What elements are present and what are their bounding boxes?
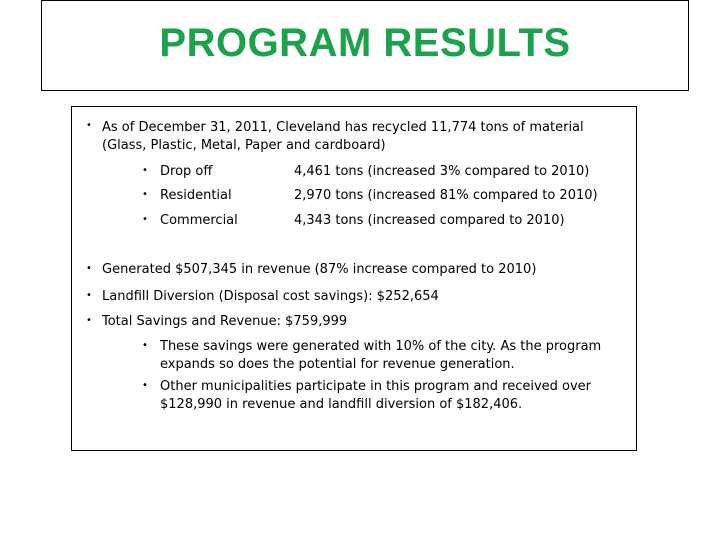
bullet-icon: • — [142, 165, 148, 176]
bullet-icon: • — [142, 214, 148, 225]
title-box — [41, 0, 689, 91]
revenue-text: Generated $507,345 in revenue (87% increase compared to 2010) — [102, 262, 537, 277]
bullet-icon: • — [86, 263, 92, 274]
intro-text: As of December 31, 2011, Cleveland has recycled 11,774 tons of material (Glass, Plastic, Metal, Paper and cardboard) — [102, 120, 584, 153]
content-box — [71, 106, 637, 451]
page-title: PROGRAM RESULTS — [159, 21, 571, 65]
note-savings: These savings were generated with 10% of the city. As the program expands so does the potential for revenue generation. — [160, 339, 602, 372]
bullet-icon: • — [142, 189, 148, 200]
bullet-icon: • — [142, 380, 148, 391]
breakdown-value-residential: 2,970 tons (increased 81% compared to 2010) — [294, 188, 598, 203]
note-municipalities: Other municipalities participate in this program and received over $128,990 in revenue and landfill diversion of $182,406. — [160, 379, 592, 412]
landfill-text: Landfill Diversion (Disposal cost savings): $252,654 — [102, 289, 439, 304]
total-text: Total Savings and Revenue: $759,999 — [102, 314, 348, 329]
breakdown-label-commercial: Commercial — [160, 213, 238, 228]
bullet-icon: • — [142, 340, 148, 351]
bullet-icon: • — [86, 120, 92, 131]
breakdown-value-dropoff: 4,461 tons (increased 3% compared to 2010) — [294, 164, 590, 179]
breakdown-value-commercial: 4,343 tons (increased compared to 2010) — [294, 213, 565, 228]
breakdown-label-residential: Residential — [160, 188, 232, 203]
bullet-icon: • — [86, 290, 92, 301]
breakdown-label-dropoff: Drop off — [160, 164, 213, 179]
bullet-icon: • — [86, 315, 92, 326]
